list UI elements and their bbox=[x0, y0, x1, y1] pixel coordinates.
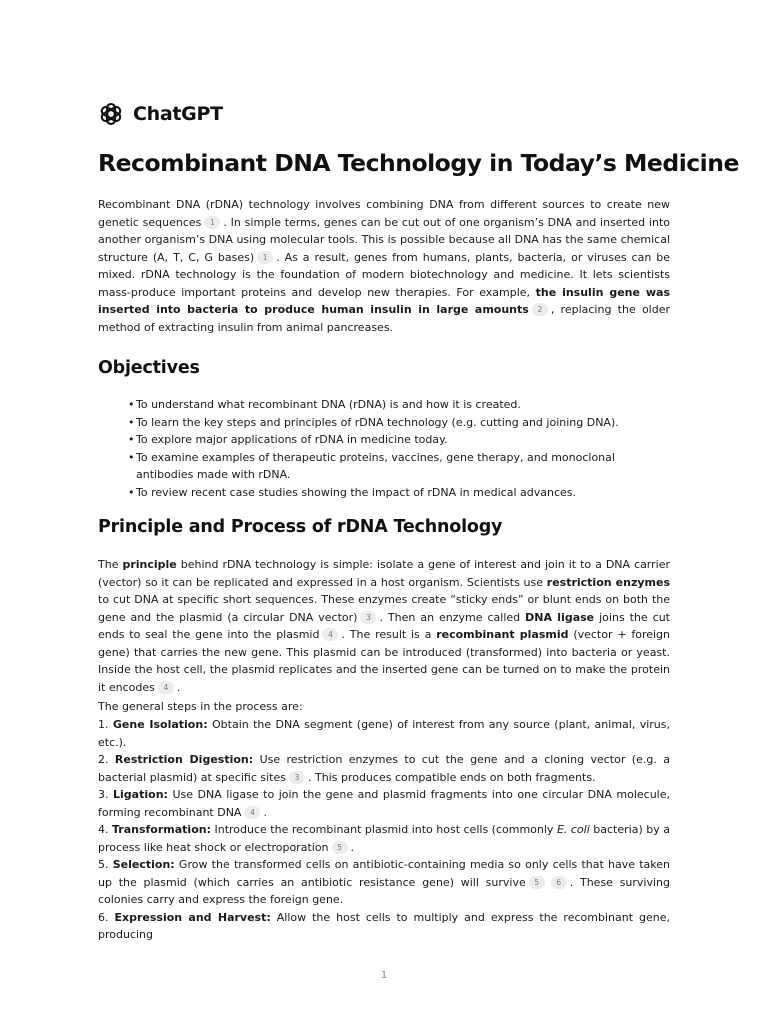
list-item bbox=[98, 909, 670, 944]
intro-text: . As a result, genes from humans, plants, bacteria, or viruses can be mixed. rDNA technology is the foundation of modern biotechnology and medicine. It lets scientists mass-produce important proteins and develop new therapies. For example, bbox=[98, 250, 670, 299]
step-label: Expression and Harvest: bbox=[114, 910, 271, 924]
citation-badge[interactable]: 5 bbox=[332, 841, 348, 854]
principle-text: . Then an enzyme called bbox=[379, 610, 521, 624]
intro-text: , replacing the older method of extracting insulin from animal pancreases. bbox=[98, 303, 671, 334]
step-number: 2. bbox=[98, 753, 109, 766]
citation-badge[interactable]: 1 bbox=[257, 251, 273, 264]
citation-badge[interactable]: 3 bbox=[289, 771, 305, 784]
step-label: Restriction Digestion: bbox=[114, 753, 254, 766]
citation-badge[interactable]: 4 bbox=[158, 681, 174, 694]
step-text: Use restriction enzymes to cut the gene and a cloning vector (e.g. a bacterial plasmid) at specific sites bbox=[98, 753, 670, 784]
principle-paragraph bbox=[98, 556, 670, 696]
step-text: bacteria) by a process like heat shock or electroporation bbox=[98, 823, 670, 854]
principle-text: . The result is a bbox=[341, 628, 432, 641]
steps-list bbox=[98, 716, 670, 944]
list-item: • To examine examples of therapeutic proteins, vaccines, gene therapy, and monoclonal antibodies made with rDNA. bbox=[128, 449, 658, 484]
citation-badge[interactable]: 6 bbox=[551, 876, 567, 889]
citation-badge[interactable]: 4 bbox=[322, 628, 338, 641]
step-text: Introduce the recombinant plasmid into host cells (commonly bbox=[214, 823, 554, 836]
openai-logo-icon bbox=[98, 101, 124, 127]
step-number: 3. bbox=[98, 788, 109, 801]
list-item: • To learn the key steps and principles of rDNA technology (e.g. cutting and joining DNA). bbox=[128, 414, 658, 432]
step-number: 4. bbox=[98, 823, 109, 836]
principle-bold-text: principle bbox=[122, 558, 177, 571]
list-item bbox=[98, 716, 670, 751]
step-text: . bbox=[350, 840, 355, 854]
list-item: • To explore major applications of rDNA in medicine today. bbox=[128, 431, 658, 449]
principle-text: behind rDNA technology is simple: isolate a gene of interest and join it to a DNA carrier (vector) so it can be replicated and expressed in a host organism. Scientists use bbox=[98, 558, 671, 589]
principle-bold-text: recombinant plasmid bbox=[436, 628, 569, 641]
steps-lead: The general steps in the process are: bbox=[98, 700, 303, 713]
citation-badge[interactable]: 2 bbox=[532, 303, 548, 316]
objectives-list bbox=[128, 396, 658, 501]
list-item: • To review recent case studies showing the impact of rDNA in medical advances. bbox=[128, 484, 658, 502]
brand-header bbox=[98, 100, 223, 128]
intro-text: Recombinant DNA (rDNA) technology involves combining DNA from different sources to create new genetic sequences bbox=[98, 198, 670, 229]
principle-text: joins the cut ends to seal the gene into the plasmid bbox=[98, 610, 670, 641]
step-number: 6. bbox=[98, 910, 109, 924]
citation-badge[interactable]: 1 bbox=[204, 216, 220, 229]
step-label: Gene Isolation: bbox=[112, 718, 208, 731]
objectives-heading: Objectives bbox=[98, 358, 200, 378]
principle-heading: Principle and Process of rDNA Technology bbox=[98, 517, 503, 537]
list-item bbox=[98, 786, 670, 821]
step-text: Obtain the DNA segment (gene) of interest from any source (plant, animal, virus, etc.). bbox=[98, 718, 670, 749]
step-text: Grow the transformed cells on antibiotic-containing media so only cells that have taken up the plasmid (which carries an antibiotic resistance gene) will survive bbox=[98, 858, 671, 889]
principle-text: (vector + foreign gene) that carries the new gene. This plasmid can be introduced (transformed) into bacteria or yeast. Inside the host cell, the plasmid replicates and the inserted gene can be turned on to make the protein it encodes bbox=[98, 628, 671, 694]
brand-name: ChatGPT bbox=[133, 103, 223, 125]
intro-text: . In simple terms, genes can be cut out of one organism’s DNA and inserted into another organism’s DNA using molecular tools. This is possible because all DNA has the same chemical structure (A, T, C, G bases) bbox=[98, 215, 670, 264]
step-label: Ligation: bbox=[113, 788, 168, 801]
step-number: 1. bbox=[98, 718, 109, 731]
step-text: Allow the host cells to multiply and express the recombinant gene, producing bbox=[98, 910, 670, 941]
citation-badge[interactable]: 5 bbox=[529, 876, 545, 889]
principle-bold-text: restriction enzymes bbox=[546, 575, 670, 589]
principle-text: The bbox=[98, 558, 119, 571]
page-number: 1 bbox=[380, 970, 388, 981]
list-item bbox=[98, 856, 670, 909]
step-text: . This produces compatible ends on both fragments. bbox=[307, 770, 596, 784]
intro-paragraph bbox=[98, 196, 670, 336]
step-italic-text: E. coli bbox=[556, 823, 590, 836]
step-text: Use DNA ligase to join the gene and plasmid fragments into one circular DNA molecule, forming recombinant DNA bbox=[98, 788, 670, 819]
list-item bbox=[98, 821, 670, 856]
step-text: . bbox=[263, 805, 267, 819]
list-item bbox=[98, 751, 670, 786]
intro-bold-text: the insulin gene was inserted into bacteria to produce human insulin in large amounts bbox=[98, 285, 670, 316]
principle-text: . bbox=[176, 680, 181, 694]
step-text: . These surviving colonies carry and express the foreign gene. bbox=[98, 875, 671, 906]
citation-badge[interactable]: 4 bbox=[244, 806, 260, 819]
principle-bold-text: DNA ligase bbox=[525, 610, 595, 624]
document-title: Recombinant DNA Technology in Today’s Medicine bbox=[98, 149, 739, 177]
citation-badge[interactable]: 3 bbox=[360, 611, 376, 624]
principle-text: to cut DNA at specific short sequences. These enzymes create “sticky ends” or blunt ends on both the gene and the plasmid (a circular DNA vector) bbox=[98, 593, 670, 624]
step-number: 5. bbox=[98, 858, 109, 871]
step-label: Transformation: bbox=[112, 823, 211, 836]
list-item: • To understand what recombinant DNA (rDNA) is and how it is created. bbox=[128, 396, 658, 414]
step-label: Selection: bbox=[112, 858, 175, 871]
